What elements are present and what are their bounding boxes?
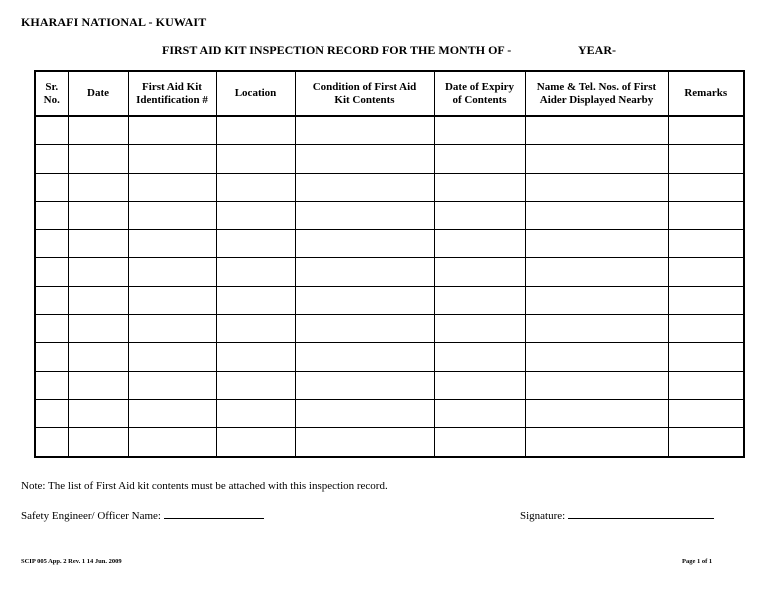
table-cell[interactable] xyxy=(434,315,525,343)
col-header-kit-id: First Aid Kit Identification # xyxy=(128,71,216,116)
table-cell[interactable] xyxy=(434,399,525,427)
table-cell[interactable] xyxy=(295,230,434,258)
table-row xyxy=(35,201,744,229)
table-cell[interactable] xyxy=(295,371,434,399)
table-cell[interactable] xyxy=(128,230,216,258)
table-row xyxy=(35,173,744,201)
table-cell[interactable] xyxy=(668,286,744,314)
table-cell[interactable] xyxy=(216,343,295,371)
table-cell[interactable] xyxy=(434,343,525,371)
table-cell[interactable] xyxy=(35,315,68,343)
table-cell[interactable] xyxy=(525,116,668,145)
officer-name-label: Safety Engineer/ Officer Name: xyxy=(21,510,161,522)
table-cell[interactable] xyxy=(434,371,525,399)
table-cell[interactable] xyxy=(35,286,68,314)
table-cell[interactable] xyxy=(128,116,216,145)
table-cell[interactable] xyxy=(216,201,295,229)
table-cell[interactable] xyxy=(68,230,128,258)
table-cell[interactable] xyxy=(68,371,128,399)
table-row xyxy=(35,371,744,399)
table-cell[interactable] xyxy=(434,428,525,457)
table-cell[interactable] xyxy=(668,428,744,457)
note-text: Note: The list of First Aid kit contents must be attached with this inspection record. xyxy=(21,480,388,492)
col-header-remarks: Remarks xyxy=(668,71,744,116)
table-cell[interactable] xyxy=(434,116,525,145)
table-cell[interactable] xyxy=(128,371,216,399)
table-cell[interactable] xyxy=(216,371,295,399)
table-cell[interactable] xyxy=(35,230,68,258)
table-body xyxy=(35,116,744,457)
table-cell[interactable] xyxy=(68,286,128,314)
table-cell[interactable] xyxy=(68,145,128,173)
table-cell[interactable] xyxy=(295,173,434,201)
table-row xyxy=(35,343,744,371)
table-cell[interactable] xyxy=(128,201,216,229)
table-cell[interactable] xyxy=(295,315,434,343)
table-cell[interactable] xyxy=(128,315,216,343)
form-title: FIRST AID KIT INSPECTION RECORD FOR THE MONTH OF - xyxy=(162,43,512,57)
table-cell[interactable] xyxy=(35,173,68,201)
table-cell[interactable] xyxy=(525,343,668,371)
table-cell[interactable] xyxy=(68,315,128,343)
table-cell[interactable] xyxy=(668,230,744,258)
table-cell[interactable] xyxy=(668,145,744,173)
table-cell[interactable] xyxy=(128,399,216,427)
signature-line[interactable] xyxy=(568,507,714,519)
table-cell[interactable] xyxy=(35,343,68,371)
table-cell[interactable] xyxy=(68,201,128,229)
table-cell[interactable] xyxy=(216,315,295,343)
table-cell[interactable] xyxy=(68,399,128,427)
table-cell[interactable] xyxy=(525,371,668,399)
table-cell[interactable] xyxy=(668,343,744,371)
table-cell[interactable] xyxy=(668,258,744,286)
table-cell[interactable] xyxy=(68,428,128,457)
table-cell[interactable] xyxy=(216,399,295,427)
table-cell[interactable] xyxy=(216,428,295,457)
table-cell[interactable] xyxy=(295,343,434,371)
table-cell[interactable] xyxy=(68,343,128,371)
table-cell[interactable] xyxy=(35,371,68,399)
table-cell[interactable] xyxy=(295,286,434,314)
table-cell[interactable] xyxy=(35,116,68,145)
table-row xyxy=(35,286,744,314)
table-cell[interactable] xyxy=(295,201,434,229)
table-cell[interactable] xyxy=(128,258,216,286)
col-header-condition: Condition of First Aid Kit Contents xyxy=(295,71,434,116)
table-cell[interactable] xyxy=(525,145,668,173)
col-header-sr-no: Sr. No. xyxy=(35,71,68,116)
table-cell[interactable] xyxy=(525,428,668,457)
table-cell[interactable] xyxy=(128,428,216,457)
table-cell[interactable] xyxy=(216,258,295,286)
table-cell[interactable] xyxy=(434,201,525,229)
table-row xyxy=(35,428,744,457)
table-cell[interactable] xyxy=(216,145,295,173)
table-cell[interactable] xyxy=(525,399,668,427)
table-cell[interactable] xyxy=(295,399,434,427)
table-cell[interactable] xyxy=(525,230,668,258)
table-cell[interactable] xyxy=(216,230,295,258)
table-cell[interactable] xyxy=(295,258,434,286)
table-cell[interactable] xyxy=(434,173,525,201)
table-cell[interactable] xyxy=(128,343,216,371)
table-cell[interactable] xyxy=(216,286,295,314)
table-cell[interactable] xyxy=(668,201,744,229)
document-code: SCIP 005 App. 2 Rev. 1 14 Jun. 2009 xyxy=(21,558,122,565)
officer-name-field xyxy=(21,507,264,522)
table-cell[interactable] xyxy=(434,286,525,314)
table-cell[interactable] xyxy=(525,173,668,201)
col-header-expiry: Date of Expiry of Contents xyxy=(434,71,525,116)
table-cell[interactable] xyxy=(668,371,744,399)
table-row xyxy=(35,230,744,258)
table-header-row xyxy=(35,71,744,116)
table-row xyxy=(35,399,744,427)
col-header-location: Location xyxy=(216,71,295,116)
company-name: KHARAFI NATIONAL - KUWAIT xyxy=(21,15,207,29)
table-cell[interactable] xyxy=(295,145,434,173)
table-cell[interactable] xyxy=(668,315,744,343)
table-cell[interactable] xyxy=(434,145,525,173)
table-cell[interactable] xyxy=(35,201,68,229)
table-cell[interactable] xyxy=(668,116,744,145)
table-cell[interactable] xyxy=(216,116,295,145)
table-cell[interactable] xyxy=(525,201,668,229)
table-cell[interactable] xyxy=(434,258,525,286)
table-cell[interactable] xyxy=(35,145,68,173)
table-cell[interactable] xyxy=(295,428,434,457)
table-cell[interactable] xyxy=(295,116,434,145)
table-cell[interactable] xyxy=(35,399,68,427)
table-cell[interactable] xyxy=(668,173,744,201)
col-header-date: Date xyxy=(68,71,128,116)
signature-label: Signature: xyxy=(520,510,566,522)
table-cell[interactable] xyxy=(525,258,668,286)
table-cell[interactable] xyxy=(216,173,295,201)
signature-field xyxy=(520,507,714,522)
table-cell[interactable] xyxy=(68,258,128,286)
table-row xyxy=(35,258,744,286)
table-cell[interactable] xyxy=(128,286,216,314)
table-cell[interactable] xyxy=(128,145,216,173)
table-cell[interactable] xyxy=(668,399,744,427)
year-label: YEAR- xyxy=(578,43,616,57)
table-cell[interactable] xyxy=(35,258,68,286)
page-number: Page 1 of 1 xyxy=(682,558,713,565)
table-cell[interactable] xyxy=(68,116,128,145)
inspection-record-table xyxy=(34,70,745,458)
table-row xyxy=(35,145,744,173)
table-cell[interactable] xyxy=(68,173,128,201)
col-header-first-aider: Name & Tel. Nos. of First Aider Displayed Nearby xyxy=(525,71,668,116)
table-cell[interactable] xyxy=(434,230,525,258)
table-row xyxy=(35,116,744,145)
table-cell[interactable] xyxy=(128,173,216,201)
table-cell[interactable] xyxy=(525,286,668,314)
officer-name-line[interactable] xyxy=(164,507,264,519)
table-cell[interactable] xyxy=(525,315,668,343)
table-cell[interactable] xyxy=(35,428,68,457)
table-row xyxy=(35,315,744,343)
